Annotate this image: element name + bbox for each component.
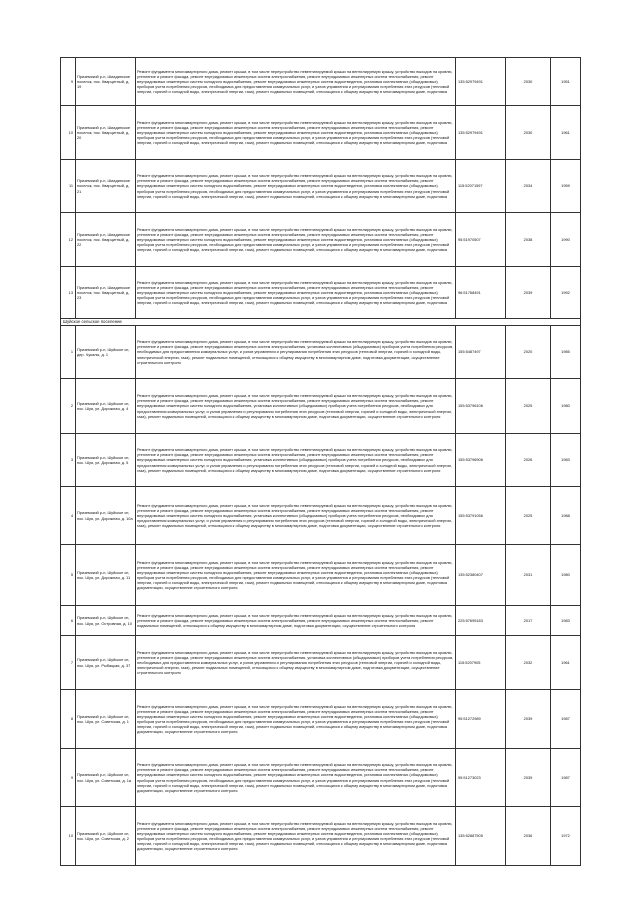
address-cell: Приземский р-н, Шиадинское поселок, пос. Кварцитный, д. 22 (76, 213, 136, 267)
table-row (61, 487, 581, 545)
works-cell: Ремонт фундамента многоквартирного дома, ремонт крыши, в том числе переустройство невентилируемой крыши на вентилируемую крышу, устройство выходов на кровлю, утепление и ремонт фасада, ремонт внутридомовых инженерных систем электроснабжения, ремонт внутридомовых инженерных систем теплоснабжения, ремонт подвальных помещений, относящихся к общему имуществу в многоквартирном доме, подготовка документации, осуществление строительного контроля (136, 606, 456, 636)
table-row (61, 160, 581, 213)
repair-year-cell: 2031 (506, 545, 551, 606)
works-cell: Ремонт фундамента многоквартирного дома, ремонт крыши, в том числе переустройство невентилируемой крыши на вентилируемую крышу, устройство выходов на кровлю, утепление и ремонт фасада, ремонт внутридомовых инженерных систем электроснабжения, установка коллективных (общедомовых) приборов учета потребления ресурсов, необходимых для предоставления коммунальных услуг, и узлов управления и регулирования потребления этих ресурсов (тепловой энергии, горячей и холодной воды, электрической энергии, газа), ремонт подвальных помещений, относящихся к общему имуществу в многоквартирном доме, подготовка документации, осуществление строительного контроля (136, 326, 456, 379)
row-number: 9 (61, 58, 76, 106)
address-cell: Приземский р-н, Шуйское сп, пос. Шуя, ул. Дорожная, д. 11 (76, 545, 136, 606)
build-year-cell: 1951 (551, 58, 581, 106)
repair-year-cell: 2025 (506, 379, 551, 434)
cadastral-cell: 95:51272989 (456, 690, 506, 749)
cadastral-cell: 135:52380407 (456, 545, 506, 606)
repair-year-cell: 2030 (506, 106, 551, 160)
address-cell: Приземский р-н, Шуйское сп, пос. Шуя, ул. Дорожная, д. 4 (76, 379, 136, 434)
address-cell: Приземский р-н, Шиадинское поселок, пос. Кварцитный, д. 20 (76, 106, 136, 160)
address-cell: Приземский р-н, Шиадинское поселок, пос. Кварцитный, д. 23 (76, 267, 136, 319)
section-row (61, 319, 581, 326)
table-body-a (61, 58, 581, 319)
cadastral-cell: 95:51970507 (456, 213, 506, 267)
cadastral-cell: 115:5207905 (456, 636, 506, 690)
works-cell: Ремонт фундамента многоквартирного дома, ремонт крыши, в том числе переустройство невентилируемой крыши на вентилируемую крышу, устройство выходов на кровлю, утепление и ремонт фасада, ремонт внутридомовых инженерных систем электроснабжения, ремонт внутридомовых инженерных систем теплоснабжения, ремонт внутридомовых инженерных систем холодного водоснабжения, установка коллективных (общедомовых) приборов учета потребления ресурсов, необходимых для предоставления коммунальных услуг, и узлов управления и регулирования потребления этих ресурсов (тепловой энергии, горячей и холодной воды, электрической энергии, газа), ремонт подвальных помещений, относящихся к общему имуществу в многоквартирном доме, подготовка документации, осуществление строительного контроля (136, 379, 456, 434)
table-row (61, 379, 581, 434)
row-number: 13 (61, 267, 76, 319)
address-cell: Приземский р-н, Шуйское сп, дер. Чукалы, д. 1 (76, 326, 136, 379)
works-cell: Ремонт фундамента многоквартирного дома, ремонт крыши, в том числе переустройство невентилируемой крыши на вентилируемую крышу, устройство выходов на кровлю, утепление и ремонт фасада, ремонт внутридомовых инженерных систем электроснабжения, ремонт внутридомовых инженерных систем теплоснабжения, ремонт внутридомовых инженерных систем холодного водоснабжения, установка коллективных (общедомовых) приборов учета потребления ресурсов, необходимых для предоставления коммунальных услуг, и узлов управления и регулирования потребления этих ресурсов (тепловой энергии, горячей и холодной воды, электрической энергии, газа), ремонт подвальных помещений, относящихся к общему имуществу в многоквартирном доме, подготовка документации, осуществление строительного контроля (136, 487, 456, 545)
cadastral-cell: 95:51273023 (456, 749, 506, 807)
address-cell: Приземский р-н, Шуйское сп, пос. Шуя, ул. Советская, д. 2 (76, 807, 136, 866)
address-cell: Приземский р-н, Шуйское сп, пос. Шуя, ул. Рыбацкая, д. 37 (76, 636, 136, 690)
address-cell: Приземский р-н, Шуйское сп, пос. Шуя, ул. Советская, д. 1 (76, 690, 136, 749)
works-cell: Ремонт фундамента многоквартирного дома, ремонт крыши, в том числе переустройство невентилируемой крыши на вентилируемую крышу, устройство выходов на кровлю, утепление и ремонт фасада, ремонт внутридомовых инженерных систем электроснабжения, ремонт внутридомовых инженерных систем теплоснабжения, ремонт внутридомовых инженерных систем холодного водоснабжения, ремонт внутридомовых инженерных систем водоотведения, установка коллективных (общедомовых) приборов учета потребления ресурсов, необходимых для предоставления коммунальных услуг, и узлов управления и регулирования потребления этих ресурсов (тепловой энергии, горячей и холодной воды, электрической энергии, газа), ремонт подвальных помещений, относящихся к общему имуществу в многоквартирном доме, подготовка документации, осуществление строительного контроля (136, 807, 456, 866)
cadastral-cell: 135:52887505 (456, 807, 506, 866)
table-row (61, 606, 581, 636)
works-cell: Ремонт фундамента многоквартирного дома, ремонт крыши, в том числе переустройство невентилируемой крыши на вентилируемую крышу, устройство выходов на кровлю, утепление и ремонт фасада, ремонт внутридомовых инженерных систем электроснабжения, ремонт внутридомовых инженерных систем теплоснабжения, ремонт внутридомовых инженерных систем холодного водоснабжения, ремонт внутридомовых инженерных систем водоотведения, установка коллективных (общедомовых) приборов учета потребления ресурсов, необходимых для предоставления коммунальных услуг, и узлов управления и регулирования потребления этих ресурсов (тепловой энергии, горячей и холодной воды, электрической энергии, газа), ремонт подвальных помещений, относящихся к общему имуществу в многоквартирном доме, подготовка (136, 160, 456, 213)
row-number: 4 (61, 487, 76, 545)
table-row (61, 749, 581, 807)
row-number: 5 (61, 545, 76, 606)
repair-year-cell: 2039 (506, 749, 551, 807)
works-cell: Ремонт фундамента многоквартирного дома, ремонт крыши, в том числе переустройство невентилируемой крыши на вентилируемую крышу, устройство выходов на кровлю, утепление и ремонт фасада, ремонт внутридомовых инженерных систем электроснабжения, ремонт внутридомовых инженерных систем теплоснабжения, ремонт внутридомовых инженерных систем холодного водоснабжения, ремонт внутридомовых инженерных систем водоотведения, установка коллективных (общедомовых) приборов учета потребления ресурсов, необходимых для предоставления коммунальных услуг, и узлов управления и регулирования потребления этих ресурсов (тепловой энергии, горячей и холодной воды, электрической энергии, газа), ремонт подвальных помещений, относящихся к общему имуществу в многоквартирном доме, подготовка документации, осуществление строительного контроля (136, 690, 456, 749)
build-year-cell: 1961 (551, 106, 581, 160)
build-year-cell: 1983 (551, 434, 581, 487)
table-row (61, 434, 581, 487)
cadastral-cell: 135:52979491 (456, 58, 506, 106)
row-number: 1 (61, 326, 76, 379)
works-cell: Ремонт фундамента многоквартирного дома, ремонт крыши, в том числе переустройство невентилируемой крыши на вентилируемую крышу, устройство выходов на кровлю, утепление и ремонт фасада, ремонт внутридомовых инженерных систем электроснабжения, ремонт внутридомовых инженерных систем теплоснабжения, ремонт внутридомовых инженерных систем холодного водоснабжения, ремонт внутридомовых инженерных систем водоотведения, установка коллективных (общедомовых) приборов учета потребления ресурсов, необходимых для предоставления коммунальных услуг, и узлов управления и регулирования потребления этих ресурсов (тепловой энергии, горячей и холодной воды, электрической энергии, газа), ремонт подвальных помещений, относящихся к общему имуществу в многоквартирном доме, подготовка (136, 267, 456, 319)
cadastral-cell: 155:53796906 (456, 434, 506, 487)
row-number: 7 (61, 636, 76, 690)
build-year-cell: 1987 (551, 690, 581, 749)
build-year-cell: 1992 (551, 267, 581, 319)
build-year-cell: 1972 (551, 807, 581, 866)
address-cell: Приземский р-н, Шуйское сп, пос. Шуя, ул. Советская, д. 1а (76, 749, 136, 807)
repair-year-cell: 2034 (506, 160, 551, 213)
repair-year-cell: 2038 (506, 213, 551, 267)
cadastral-cell: 155:53791056 (456, 487, 506, 545)
build-year-cell: 1990 (551, 213, 581, 267)
build-year-cell: 1987 (551, 749, 581, 807)
row-number: 10 (61, 106, 76, 160)
row-number: 6 (61, 606, 76, 636)
works-cell: Ремонт фундамента многоквартирного дома, ремонт крыши, в том числе переустройство невентилируемой крыши на вентилируемую крышу, устройство выходов на кровлю, утепление и ремонт фасада, ремонт внутридомовых инженерных систем электроснабжения, установка коллективных (общедомовых) приборов учета потребления ресурсов, необходимых для предоставления коммунальных услуг, и узлов управления и регулирования потребления этих ресурсов (тепловой энергии, горячей и холодной воды, электрической энергии, газа), ремонт подвальных помещений, относящихся к общему имуществу в многоквартирном доме, подготовка документации, осуществление строительного контроля (136, 636, 456, 690)
works-cell: Ремонт фундамента многоквартирного дома, ремонт крыши, в том числе переустройство невентилируемой крыши на вентилируемую крышу, устройство выходов на кровлю, утепление и ремонт фасада, ремонт внутридомовых инженерных систем электроснабжения, ремонт внутридомовых инженерных систем теплоснабжения, ремонт внутридомовых инженерных систем холодного водоснабжения, ремонт внутридомовых инженерных систем водоотведения, установка коллективных (общедомовых) приборов учета потребления ресурсов, необходимых для предоставления коммунальных услуг, и узлов управления и регулирования потребления этих ресурсов (тепловой энергии, горячей и холодной воды, электрической энергии, газа), ремонт подвальных помещений, относящихся к общему имуществу в многоквартирном доме, подготовка документации, осуществление строительного контроля (136, 545, 456, 606)
works-cell: Ремонт фундамента многоквартирного дома, ремонт крыши, в том числе переустройство невентилируемой крыши на вентилируемую крышу, устройство выходов на кровлю, утепление и ремонт фасада, ремонт внутридомовых инженерных систем электроснабжения, ремонт внутридомовых инженерных систем теплоснабжения, ремонт внутридомовых инженерных систем холодного водоснабжения, установка коллективных (общедомовых) приборов учета потребления ресурсов, необходимых для предоставления коммунальных услуг, и узлов управления и регулирования потребления этих ресурсов (тепловой энергии, горячей и холодной воды, электрической энергии, газа), ремонт подвальных помещений, относящихся к общему имуществу в многоквартирном доме, подготовка документации, осуществление строительного контроля (136, 434, 456, 487)
table-row (61, 545, 581, 606)
works-cell: Ремонт фундамента многоквартирного дома, ремонт крыши, в том числе переустройство невентилируемой крыши на вентилируемую крышу, устройство выходов на кровлю, утепление и ремонт фасада, ремонт внутридомовых инженерных систем электроснабжения, ремонт внутридомовых инженерных систем теплоснабжения, ремонт внутридомовых инженерных систем холодного водоснабжения, ремонт внутридомовых инженерных систем водоотведения, установка коллективных (общедомовых) приборов учета потребления ресурсов, необходимых для предоставления коммунальных услуг, и узлов управления и регулирования потребления этих ресурсов (тепловой энергии, горячей и холодной воды, электрической энергии, газа), ремонт подвальных помещений, относящихся к общему имуществу в многоквартирном доме, подготовка документации, осуществление строительного контроля (136, 749, 456, 807)
repair-year-cell: 2026 (506, 434, 551, 487)
table-row (61, 326, 581, 379)
row-number: 10 (61, 807, 76, 866)
build-year-cell: 1983 (551, 606, 581, 636)
cadastral-cell: 225:57695183 (456, 606, 506, 636)
build-year-cell: 1985 (551, 326, 581, 379)
row-number: 2 (61, 379, 76, 434)
table-row (61, 106, 581, 160)
repair-year-cell: 2039 (506, 267, 551, 319)
build-year-cell: 1961 (551, 636, 581, 690)
address-cell: Приземский р-н, Шиадинское поселок, пос. Кварцитный, д. 19 (76, 58, 136, 106)
section-body (61, 319, 581, 326)
row-number: 11 (61, 160, 76, 213)
works-cell: Ремонт фундамента многоквартирного дома, ремонт крыши, в том числе переустройство невентилируемой крыши на вентилируемую крышу, устройство выходов на кровлю, утепление и ремонт фасада, ремонт внутридомовых инженерных систем электроснабжения, ремонт внутридомовых инженерных систем теплоснабжения, ремонт внутридомовых инженерных систем холодного водоснабжения, ремонт внутридомовых инженерных систем водоотведения, установка коллективных (общедомовых) приборов учета потребления ресурсов, необходимых для предоставления коммунальных услуг, и узлов управления и регулирования потребления этих ресурсов (тепловой энергии, горячей и холодной воды, электрической энергии, газа), ремонт подвальных помещений, относящихся к общему имуществу в многоквартирном доме, подготовка (136, 106, 456, 160)
cadastral-cell: 135:52979491 (456, 106, 506, 160)
address-cell: Приземский р-н, Шуйское сп, пос. Шуя, ул. Островная, д. 10 (76, 606, 136, 636)
repair-year-cell: 2017 (506, 606, 551, 636)
repair-year-cell: 2020 (506, 326, 551, 379)
build-year-cell: 1980 (551, 379, 581, 434)
works-cell: Ремонт фундамента многоквартирного дома, ремонт крыши, в том числе переустройство невентилируемой крыши на вентилируемую крышу, устройство выходов на кровлю, утепление и ремонт фасада, ремонт внутридомовых инженерных систем электроснабжения, ремонт внутридомовых инженерных систем теплоснабжения, ремонт внутридомовых инженерных систем холодного водоснабжения, ремонт внутридомовых инженерных систем водоотведения, установка коллективных (общедомовых) приборов учета потребления ресурсов, необходимых для предоставления коммунальных услуг, и узлов управления и регулирования потребления этих ресурсов (тепловой энергии, горячей и холодной воды, электрической энергии, газа), ремонт подвальных помещений, относящихся к общему имуществу в многоквартирном доме, подготовка (136, 213, 456, 267)
cadastral-cell: 155:53796106 (456, 379, 506, 434)
address-cell: Приземский р-н, Шуйское сп, пос. Шуя, ул. Дорожная, д. 10а (76, 487, 136, 545)
build-year-cell: 1959 (551, 160, 581, 213)
table-row (61, 213, 581, 267)
row-number: 9 (61, 749, 76, 807)
table-row (61, 267, 581, 319)
table-row (61, 807, 581, 866)
table-body-b (61, 326, 581, 866)
repair-year-cell: 2032 (506, 636, 551, 690)
row-number: 8 (61, 690, 76, 749)
build-year-cell: 1988 (551, 487, 581, 545)
document-page (60, 57, 580, 866)
repair-year-cell: 2025 (506, 487, 551, 545)
repair-year-cell: 2030 (506, 58, 551, 106)
row-number: 3 (61, 434, 76, 487)
table-row (61, 636, 581, 690)
table-row (61, 690, 581, 749)
repair-year-cell: 2039 (506, 690, 551, 749)
address-cell: Приземский р-н, Шуйское сп, пос. Шуя, ул. Дорожная, д. 5 (76, 434, 136, 487)
row-number: 12 (61, 213, 76, 267)
repair-year-cell: 2036 (506, 807, 551, 866)
works-cell: Ремонт фундамента многоквартирного дома, ремонт крыши, в том числе переустройство невентилируемой крыши на вентилируемую крышу, устройство выходов на кровлю, утепление и ремонт фасада, ремонт внутридомовых инженерных систем электроснабжения, ремонт внутридомовых инженерных систем теплоснабжения, ремонт внутридомовых инженерных систем холодного водоснабжения, ремонт внутридомовых инженерных систем водоотведения, установка коллективных (общедомовых) приборов учета потребления ресурсов, необходимых для предоставления коммунальных услуг, и узлов управления и регулирования потребления этих ресурсов (тепловой энергии, горячей и холодной воды, электрической энергии, газа), ремонт подвальных помещений, относящихся к общему имуществу в многоквартирном доме, подготовка (136, 58, 456, 106)
address-cell: Приземский р-н, Шиадинское поселок, пос. Кварцитный, д. 21 (76, 160, 136, 213)
table-row (61, 58, 581, 106)
repair-program-table (60, 57, 581, 866)
build-year-cell: 1980 (551, 545, 581, 606)
cadastral-cell: 96:51768491 (456, 267, 506, 319)
section-title: Шуйское сельское поселение (61, 319, 581, 326)
cadastral-cell: 115:52071597 (456, 160, 506, 213)
cadastral-cell: 155:5487497 (456, 326, 506, 379)
